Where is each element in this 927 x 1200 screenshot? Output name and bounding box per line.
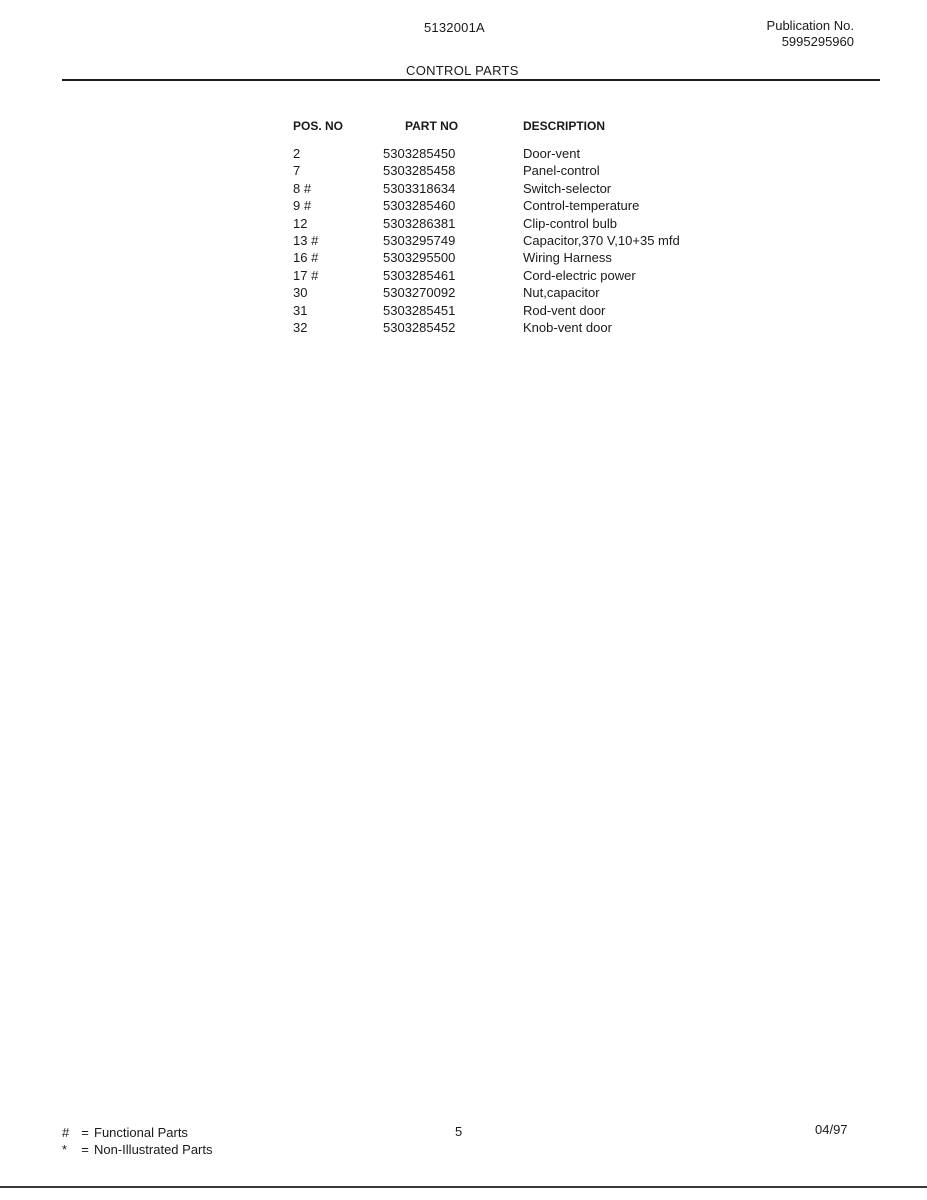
part-cell: 5303285450 [383,146,456,161]
legend-symbol: # [62,1125,70,1140]
part-cell: 5303286381 [383,215,456,231]
description-cell: Panel-control [523,163,600,179]
column-header-description: DESCRIPTION [523,119,606,133]
part-cell: 5303285451 [383,302,456,318]
table-row [293,319,783,336]
description-cell: Knob-vent door [523,320,612,336]
table-row [293,145,783,162]
table-row [293,197,783,214]
table-row [293,284,783,301]
pos-cell: 9 # [293,198,312,214]
table-row [293,180,783,197]
legend-row-non-illustrated [62,1141,213,1158]
description-cell: Rod-vent door [523,302,606,318]
description-cell: Cord-electric power [523,267,636,283]
description-cell: Capacitor,370 V,10+35 mfd [523,233,680,249]
footer-rule [0,1186,927,1188]
pos-cell: 8 # [293,180,312,196]
part-cell: 5303285460 [383,198,456,214]
publication-number: 5995295960 [781,34,854,49]
pos-cell: 2 [293,146,301,161]
description-cell: Switch-selector [523,180,612,196]
description-cell: Wiring Harness [523,250,612,266]
pos-cell: 12 [293,215,308,231]
footer-legend [62,1124,213,1158]
part-cell: 5303285452 [383,320,456,336]
part-cell: 5303318634 [383,180,456,196]
description-cell: Door-vent [523,146,581,161]
table-row [293,232,783,249]
pos-cell: 32 [293,320,308,336]
description-cell: Control-temperature [523,198,640,214]
pos-cell: 16 # [293,250,319,266]
column-header-part: PART NO [405,119,459,133]
footer-date: 04/97 [815,1122,848,1137]
document-number: 5132001A [424,20,485,35]
legend-text: Non-Illustrated Parts [94,1142,213,1157]
part-cell: 5303295500 [383,250,456,266]
part-cell: 5303295749 [383,233,456,249]
pos-cell: 13 # [293,233,319,249]
page-number: 5 [455,1124,463,1139]
pos-cell: 7 [293,163,301,179]
column-header-pos: POS. NO [293,119,344,133]
legend-row-functional [62,1124,213,1141]
pos-cell: 31 [293,302,308,318]
description-cell: Nut,capacitor [523,285,600,301]
pos-cell: 17 # [293,267,319,283]
publication-label: Publication No. [766,18,854,33]
part-cell: 5303285461 [383,267,456,283]
legend-equals: = [81,1125,89,1140]
legend-equals: = [81,1142,89,1157]
part-cell: 5303285458 [383,163,456,179]
table-row [293,249,783,266]
description-cell: Clip-control bulb [523,215,617,231]
table-row [293,215,783,232]
table-row [293,162,783,179]
parts-table [293,118,783,336]
legend-symbol: * [62,1142,68,1157]
table-row [293,302,783,319]
table-header-row [293,118,783,145]
pos-cell: 30 [293,285,308,301]
header-rule [62,79,880,81]
section-title: CONTROL PARTS [406,63,519,78]
publication-info [767,18,854,50]
legend-text: Functional Parts [94,1125,188,1140]
table-row [293,267,783,284]
part-cell: 5303270092 [383,285,456,301]
